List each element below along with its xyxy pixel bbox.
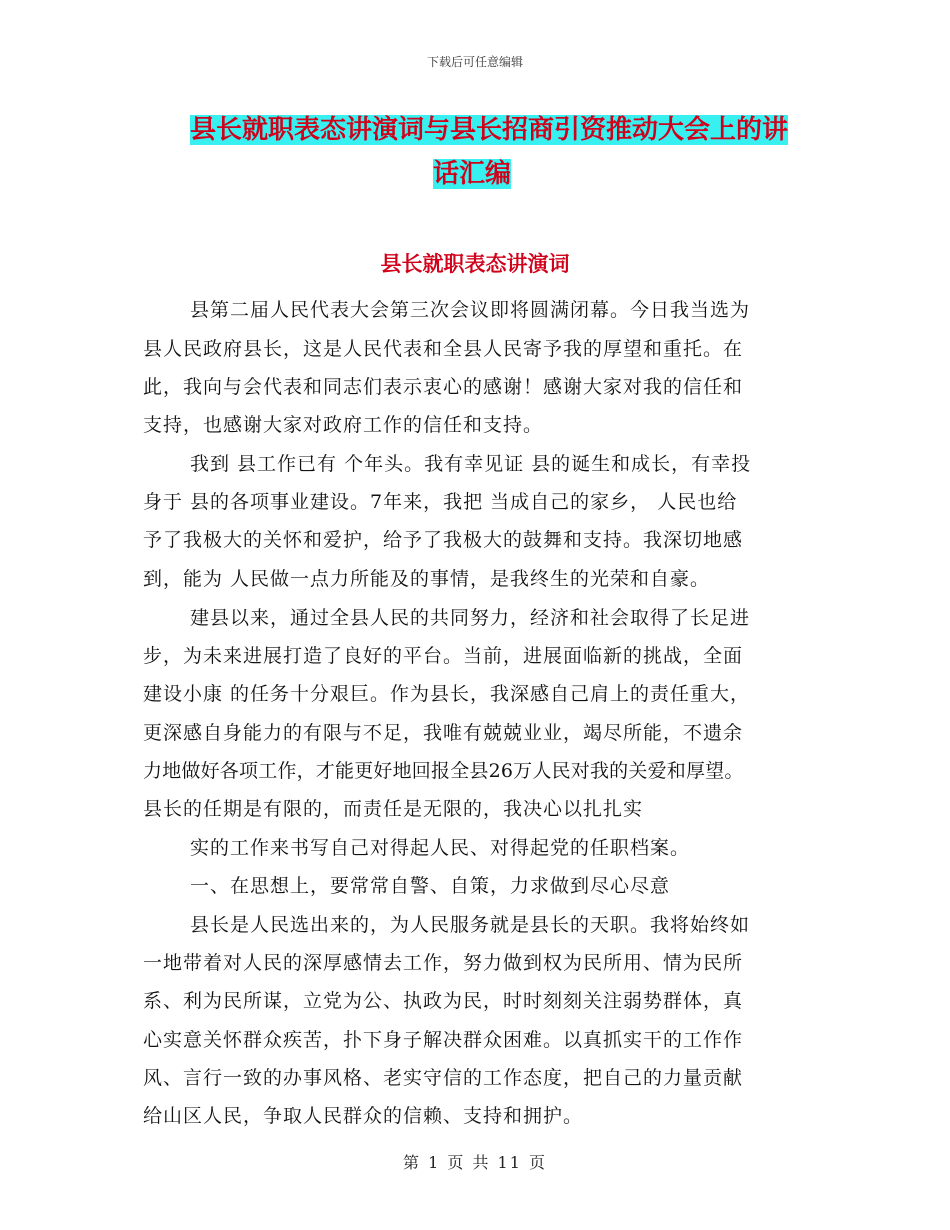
document-title-line-2: 话汇编 <box>433 159 512 189</box>
header-note: 下载后可任意编辑 <box>426 55 523 69</box>
paragraph-line: 予了我极大的关怀和爱护，给予了我极大的鼓舞和支持。我深切地感 <box>143 529 744 551</box>
paragraph-line: 县第二届人民代表大会第三次会议即将圆满闭幕。今日我当选为 <box>190 299 751 321</box>
paragraph-line: 支持，也感谢大家对政府工作的信任和支持。 <box>143 414 544 436</box>
paragraph-line: 县长的任期是有限的，而责任是无限的，我决心以扎扎实 <box>143 798 644 820</box>
document-title <box>190 112 810 148</box>
paragraph-line: 县长是人民选出来的，为人民服务就是县长的天职。我将始终如 <box>190 914 751 936</box>
document-title-continued <box>433 156 633 192</box>
paragraph-line: 更深感自身能力的有限与不足，我唯有兢兢业业，竭尽所能，不遗余 <box>143 722 744 744</box>
paragraph-line: 此，我向与会代表和同志们表示衷心的感谢！感谢大家对我的信任和 <box>143 376 744 398</box>
paragraph-line: 县人民政府县长，这是人民代表和全县人民寄予我的厚望和重托。在 <box>143 338 744 360</box>
paragraph-line: 身于 县的各项事业建设。7年来，我把 当成自己的家乡， 人民也给 <box>143 491 738 513</box>
heading-line: 一、在思想上，要常常自警、自策，力求做到尽心尽意 <box>190 875 671 897</box>
paragraph-line: 步，为未来进展打造了良好的平台。当前，进展面临新的挑战，全面 <box>143 645 744 667</box>
paragraph-line: 我到 县工作已有 个年头。我有幸见证 县的诞生和成长，有幸投 <box>190 453 752 475</box>
paragraph-line: 实的工作来书写自己对得起人民、对得起党的任职档案。 <box>190 837 691 859</box>
document-title-line-1: 县长就职表态讲演词与县长招商引资推动大会上的讲 <box>190 115 789 145</box>
page-footer: 第 1 页 共 11 页 <box>403 1153 547 1172</box>
paragraph-line: 建县以来，通过全县人民的共同努力，经济和社会取得了长足进 <box>190 607 751 629</box>
paragraph-line: 风、言行一致的办事风格、老实守信的工作态度，把自己的力量贡献 <box>143 1067 744 1089</box>
paragraph-line: 力地做好各项工作，才能更好地回报全县26万人民对我的关爱和厚望。 <box>143 760 744 782</box>
paragraph-line: 到，能为 人民做一点力所能及的事情，是我终生的光荣和自豪。 <box>143 568 711 590</box>
paragraph-line: 给山区人民，争取人民群众的信赖、支持和拥护。 <box>143 1105 584 1127</box>
paragraph-line: 一地带着对人民的深厚感情去工作，努力做到权为民所用、情为民所 <box>143 952 744 974</box>
paragraph-line: 系、利为民所谋，立党为公、执政为民，时时刻刻关注弱势群体，真 <box>143 990 744 1012</box>
section-title: 县长就职表态讲演词 <box>380 251 570 276</box>
paragraph-line: 建设小康 的任务十分艰巨。作为县长，我深感自己肩上的责任重大， <box>143 683 751 705</box>
paragraph-line: 心实意关怀群众疾苦，扑下身子解决群众困难。以真抓实干的工作作 <box>143 1029 744 1051</box>
